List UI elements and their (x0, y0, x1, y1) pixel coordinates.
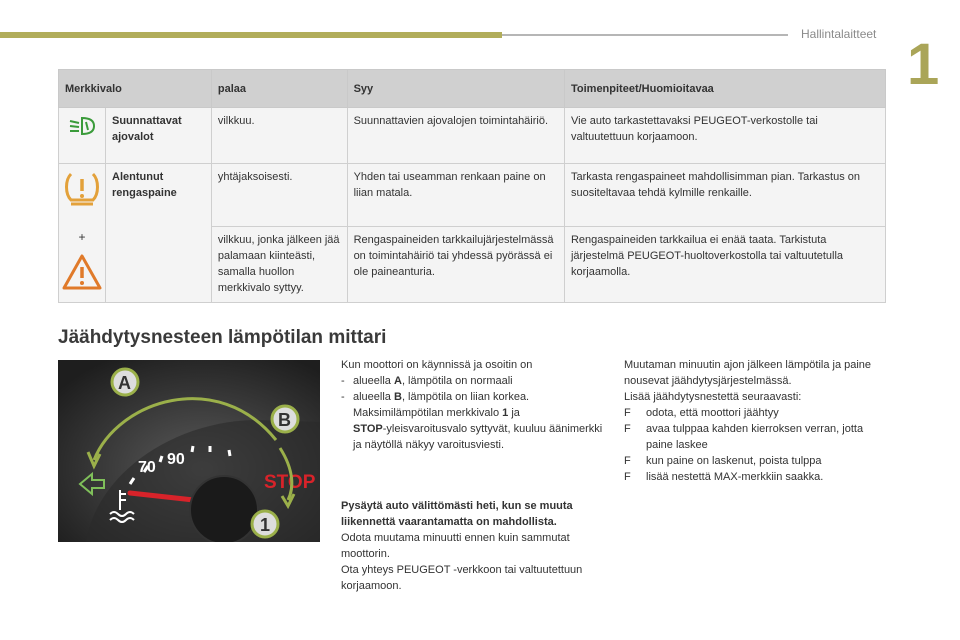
header-accent-bar (0, 32, 502, 38)
stop-warning-bold: Pysäytä auto välittömästi heti, kun se muuta liikennettä vaarantamatta on mahdollista. (341, 500, 573, 528)
callout-b-label: B (278, 410, 291, 430)
gauge-stop-label: STOP (264, 472, 316, 493)
state-cell: yhtäjaksoisesti. (211, 164, 347, 227)
table-row (59, 108, 886, 164)
refill-intro: Muutaman minuutin ajon jälkeen lämpötila ja paine nousevat jäähdytysjärjestelmässä. (624, 359, 872, 387)
header-warning-light: Merkkivalo (59, 70, 212, 108)
action-cell: Tarkasta rengaspaineet mahdollisimman pian. Tarkastus on suositeltavaa tehdä kylmille renkaille. (564, 164, 885, 227)
list-item: - alueella A, lämpötila on normaali (341, 375, 513, 387)
header-state: palaa (211, 70, 347, 108)
table-header-row (59, 70, 886, 108)
action-cell: Rengaspaineiden tarkkailua ei enää taata. Tarkistuta järjestelmä PEUGEOT-huoltoverkostolla tai valtuutetulla korjaamolla. (564, 227, 885, 303)
table-row (59, 164, 886, 227)
cause-cell: Rengaspaineiden tarkkailujärjestelmässä on toimintahäiriö tai yhdessä pyörässä ei ole paineanturia. (347, 227, 564, 303)
refill-instructions (624, 357, 884, 485)
icon-cell (59, 108, 106, 164)
tyre-pressure-icon (62, 170, 102, 208)
warning-light-table (58, 69, 886, 303)
stop-warning (341, 498, 603, 594)
warning-triangle-icon (61, 253, 103, 291)
list-item: F lisää nestettä MAX-merkkiin saakka. (624, 471, 824, 483)
gauge-description (341, 357, 603, 453)
gauge-tick-70: 70 (138, 459, 156, 476)
state-cell: vilkkuu. (211, 108, 347, 164)
callout-1-label: 1 (260, 515, 271, 535)
header-action: Toimenpiteet/Huomioitavaa (564, 70, 885, 108)
list-item: F kun paine on laskenut, poista tulppa (624, 455, 822, 467)
gauge-tick-90: 90 (167, 451, 185, 468)
action-cell: Vie auto tarkastettavaksi PEUGEOT-verkostolle tai valtuutettuun korjaamoon. (564, 108, 885, 164)
label-headlamp: Suunnattavat ajovalot (106, 108, 212, 164)
callout-a-label: A (118, 373, 131, 393)
refill-intro-2: Lisää jäähdytysnestettä seuraavasti: (624, 391, 802, 403)
cause-cell: Suunnattavien ajovalojen toimintahäiriö. (347, 108, 564, 164)
plus-sign: + (78, 230, 86, 244)
list-item: - alueella B, lämpötila on liian korkea. (341, 391, 530, 403)
list-item-continuation: Maksimilämpötilan merkkivalo 1 ja STOP-yleisvaroitusvalo syttyvät, kuuluu äänimerkki ja näytöllä näkyy varoitusviesti. (353, 407, 603, 451)
gauge-intro: Kun moottori on käynnissä ja osoitin on (341, 359, 533, 371)
state-cell: vilkkuu, jonka jälkeen jää palamaan kiinteästi, samalla huollon merkkivalo syttyy. (211, 227, 347, 303)
section-title: Hallintalaitteet (801, 27, 877, 41)
list-item: F odota, että moottori jäähtyy (624, 407, 779, 419)
coolant-gauge-illustration (58, 360, 320, 542)
label-tyre-pressure: Alentunut rengaspaine (106, 164, 212, 303)
page-title: Jäähdytysnesteen lämpötilan mittari (58, 327, 387, 348)
header-rule (502, 34, 788, 36)
header-cause: Syy (347, 70, 564, 108)
cause-cell: Yhden tai useamman renkaan paine on liian matala. (347, 164, 564, 227)
icon-cell (59, 164, 106, 303)
list-item: F avaa tulppaa kahden kierroksen verran, jotta paine laskee (624, 423, 864, 451)
stop-warning-text: Odota muutama minuutti ennen kuin sammutat moottorin. (341, 532, 570, 560)
gauge-hub (190, 476, 258, 542)
headlamp-adjust-icon (66, 114, 98, 138)
contact-text: Ota yhteys PEUGEOT -verkkoon tai valtuutettuun korjaamoon. (341, 564, 583, 592)
chapter-number: 1 (907, 32, 940, 97)
